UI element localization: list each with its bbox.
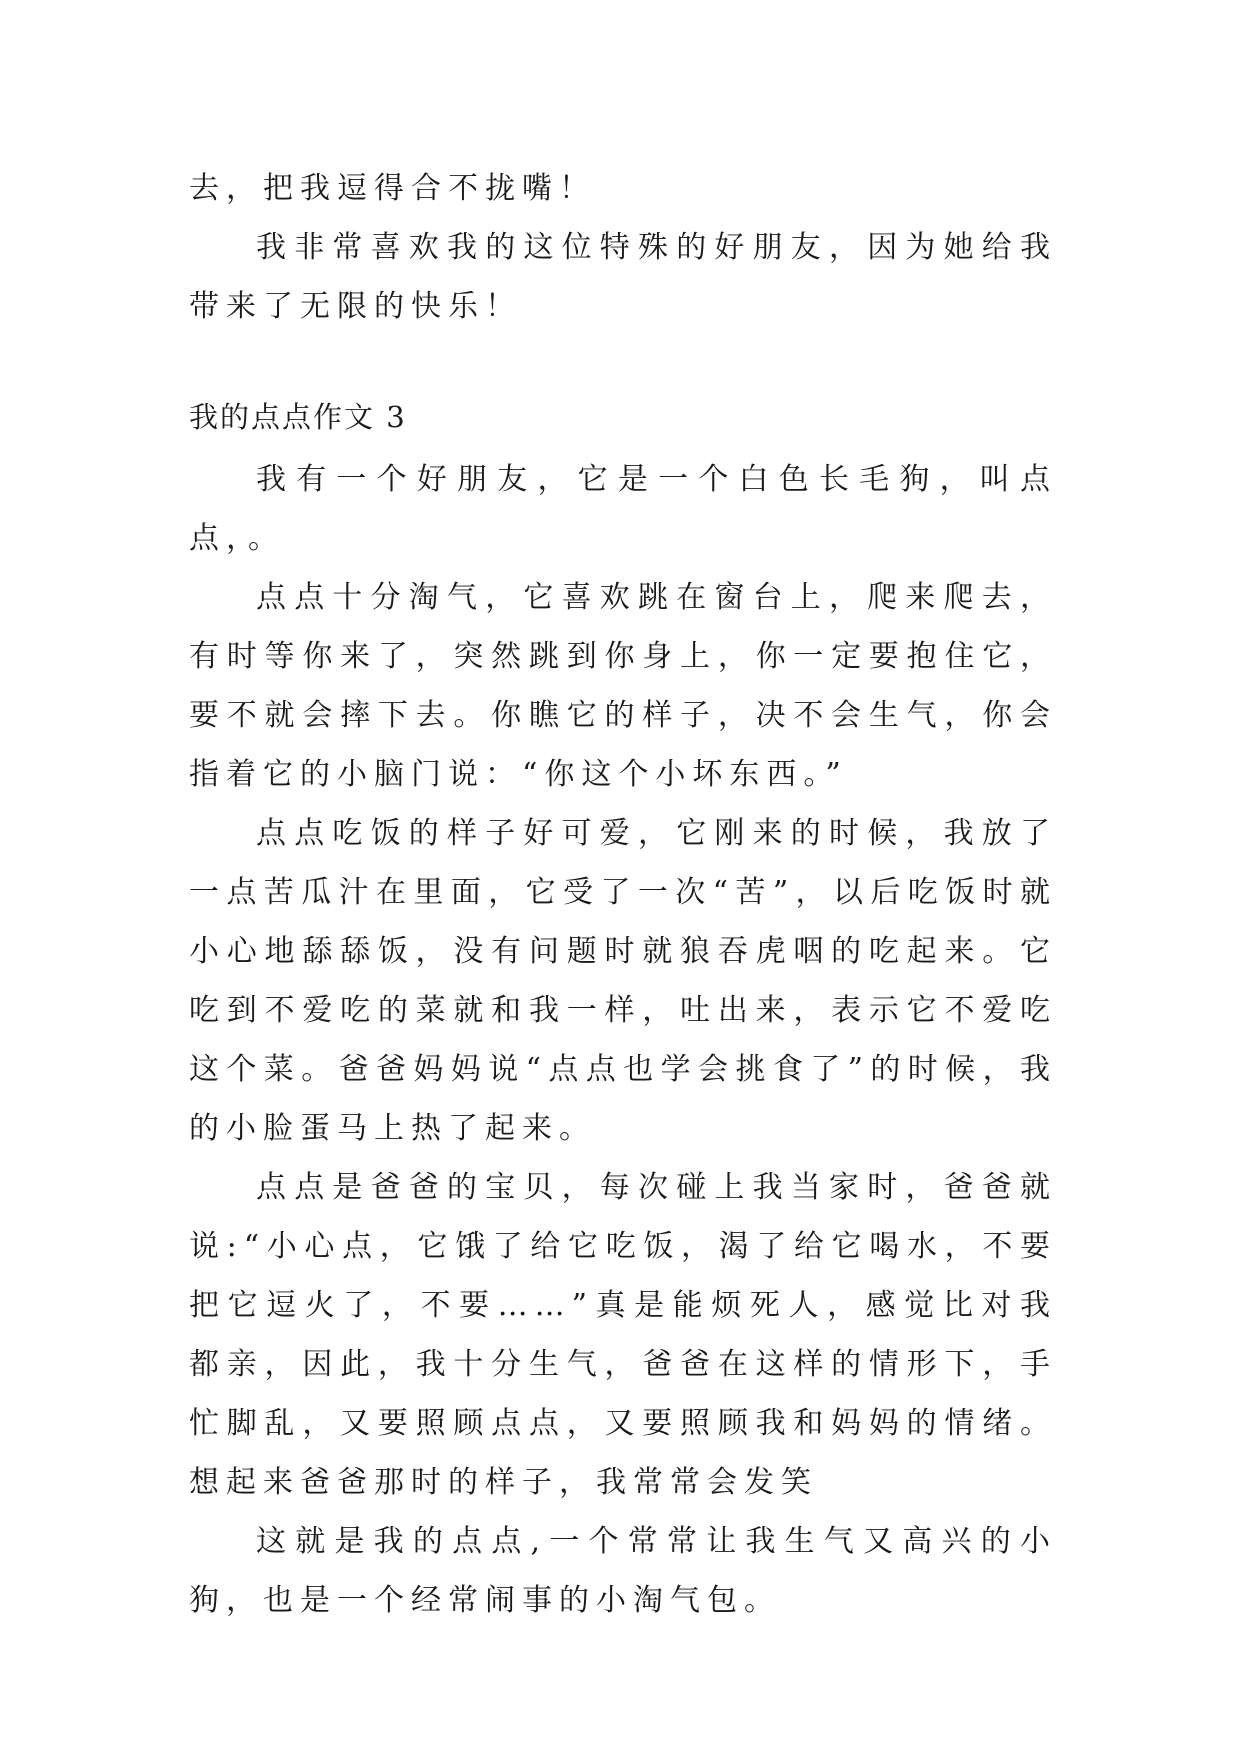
essay-paragraph: 这就是我的点点,一个常常让我生气又高兴的小狗，也是一个经常闹事的小淘气包。 (189, 1524, 1057, 1618)
previous-essay-ending (189, 159, 1057, 336)
closing-paragraph: 我非常喜欢我的这位特殊的好朋友，因为她给我带来了无限的快乐！ (189, 230, 1057, 324)
essay-body (189, 450, 1057, 1630)
essay-paragraph: 点点十分淘气，它喜欢跳在窗台上，爬来爬去，有时等你来了，突然跳到你身上，你一定要抱住它，要不就会摔下去。你瞧它的样子，决不会生气，你会指着它的小脑门说：“你这个小坏东西。” (189, 580, 1057, 792)
essay-paragraph: 点点吃饭的样子好可爱，它刚来的时候，我放了一点苦瓜汁在里面，它受了一次“苦”，以后吃饭时就小心地舔舔饭，没有问题时就狼吞虎咽的吃起来。它吃到不爱吃的菜就和我一样，吐出来，表示它不爱吃这个菜。爸爸妈妈说“点点也学会挑食了”的时候，我的小脸蛋马上热了起来。 (189, 816, 1057, 1146)
essay-paragraph: 我有一个好朋友，它是一个白色长毛狗，叫点点，。 (189, 462, 1057, 556)
essay-paragraph: 点点是爸爸的宝贝，每次碰上我当家时，爸爸就说:“小心点，它饿了给它吃饭，渴了给它喝水，不要把它逗火了，不要……”真是能烦死人，感觉比对我都亲，因此，我十分生气，爸爸在这样的情形下，手忙脚乱，又要照顾点点，又要照顾我和妈妈的情绪。想起来爸爸那时的样子，我常常会发笑 (189, 1170, 1057, 1500)
section-title: 我的点点作文 3 (189, 400, 407, 434)
continuation-paragraph: 去，把我逗得合不拢嘴！ (189, 171, 596, 206)
